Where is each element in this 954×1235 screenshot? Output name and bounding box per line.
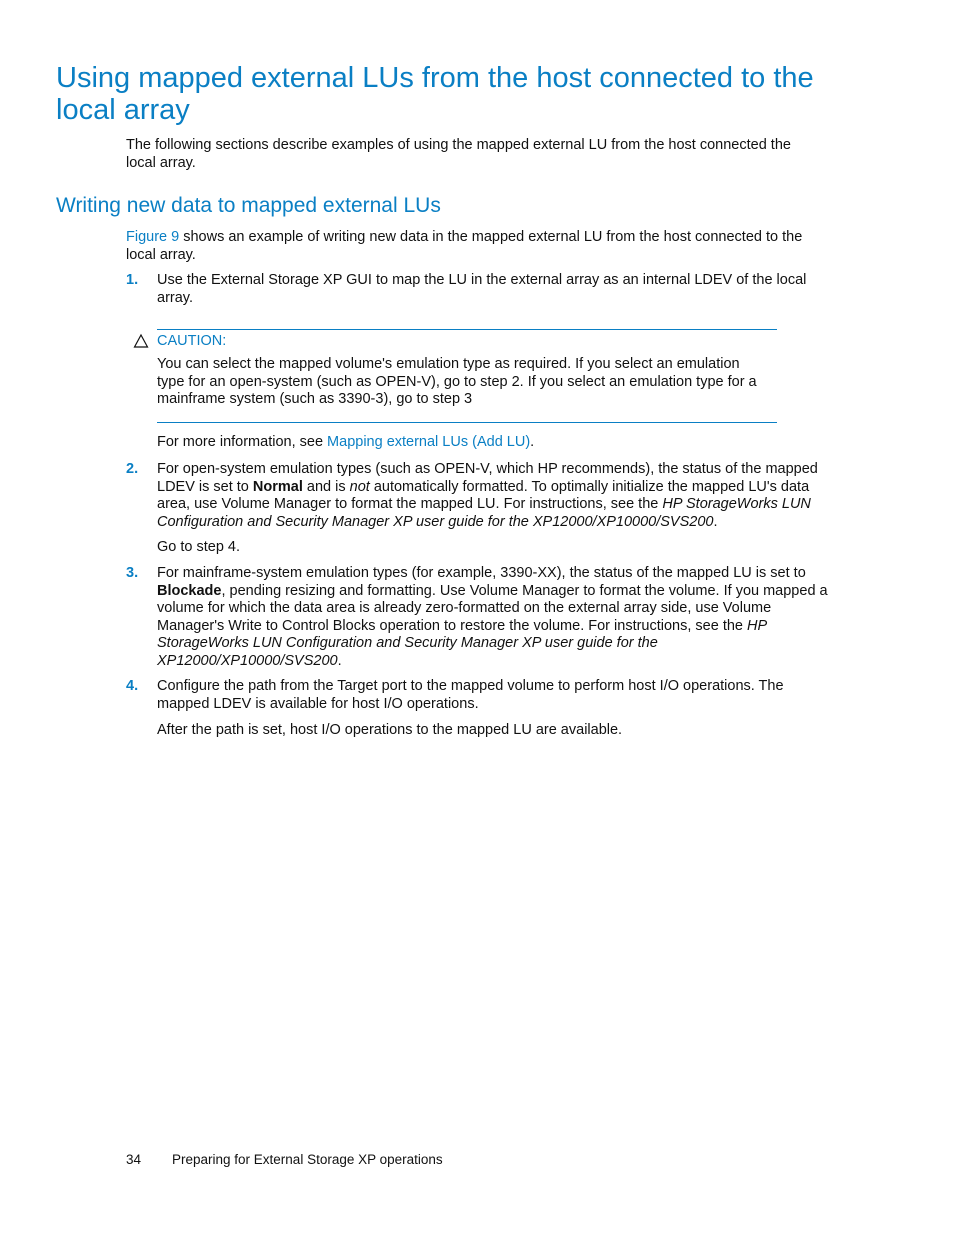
step-2-text-part: For open-system emulation types (such as OPEN-V, which HP recommends), the status of the mapped LDEV is set to [157, 461, 818, 495]
warning-triangle-icon [133, 333, 149, 349]
step-3-text-part: , pending resizing and formatting. Use Volume Manager to format the volume. If you mapped a volume for which the data area is already zero-formatted on the external array side, use Volume Manager's Write to Control Blocks operation to restore the volume. For instructions, see the [157, 582, 828, 634]
caution-text: You can select the mapped volume's emulation type as required. If you select an emulation type for an open-system (such as OPEN-V), go to step 2. If you select an emulation type for a mainframe system (such as 3390-3), go to step 3 [157, 356, 757, 407]
section-title: Writing new data to mapped external LUs [56, 194, 441, 217]
page-number: 34 [126, 1152, 142, 1167]
step-1-number: 1. [126, 272, 139, 288]
step-2-number: 2. [126, 461, 139, 477]
step-4-number: 4. [126, 678, 139, 694]
emphasis-not: not [349, 478, 370, 495]
footer-title: Preparing for External Storage XP operations [172, 1152, 443, 1167]
figure-link[interactable]: Figure 9 [126, 229, 180, 245]
mapping-external-lus-link[interactable]: Mapping external LUs (Add LU) [327, 434, 531, 450]
step-2-note: Go to step 4. [157, 539, 241, 555]
step-4-text: Configure the path from the Target port to the mapped volume to perform host I/O operations. The mapped LDEV is available for host I/O operations. [157, 678, 784, 712]
more-info-prefix: For more information, see [157, 434, 328, 450]
step-2-text-part: automatically formatted. To optimally initialize the mapped LU's data area, use Volume Manager to format the mapped LU. For instructions, see the [157, 478, 810, 512]
step-4-note: After the path is set, host I/O operations to the mapped LU are available. [157, 722, 623, 738]
step-3-text-part: For mainframe-system emulation types (for example, 3390-XX), the status of the mapped LU is set to [157, 565, 806, 581]
intro-paragraph: The following sections describe examples of using the mapped external LU from the host connected the local array. [126, 137, 791, 171]
figure-intro-paragraph [126, 229, 826, 264]
step-3-text [157, 565, 837, 670]
step-3-number: 3. [126, 565, 139, 581]
step-3-text-part: . [337, 652, 342, 669]
step-2-text [157, 461, 837, 531]
page-title: Using mapped external LUs from the host connected to the local array [56, 62, 814, 126]
step-1-text: Use the External Storage XP GUI to map the LU in the external array as an internal LDEV of the local array. [157, 272, 807, 306]
step-2-text-part: . [713, 513, 718, 530]
step-2-text-part: and is [302, 478, 350, 495]
more-info-paragraph [157, 434, 837, 452]
caution-box [157, 329, 777, 423]
figure-intro-text: shows an example of writing new data in the mapped external LU from the host connected to the local array. [126, 229, 803, 263]
caution-label: CAUTION: [157, 333, 227, 349]
guide-title: HP StorageWorks LUN Configuration and Security Manager XP user guide for the XP12000/XP10000/SVS200 [157, 496, 811, 530]
status-blockade: Blockade [157, 582, 222, 599]
more-info-suffix: . [530, 434, 535, 450]
guide-title: HP StorageWorks LUN Configuration and Security Manager XP user guide for the XP12000/XP10000/SVS200 [157, 617, 767, 669]
status-normal: Normal [252, 478, 303, 495]
